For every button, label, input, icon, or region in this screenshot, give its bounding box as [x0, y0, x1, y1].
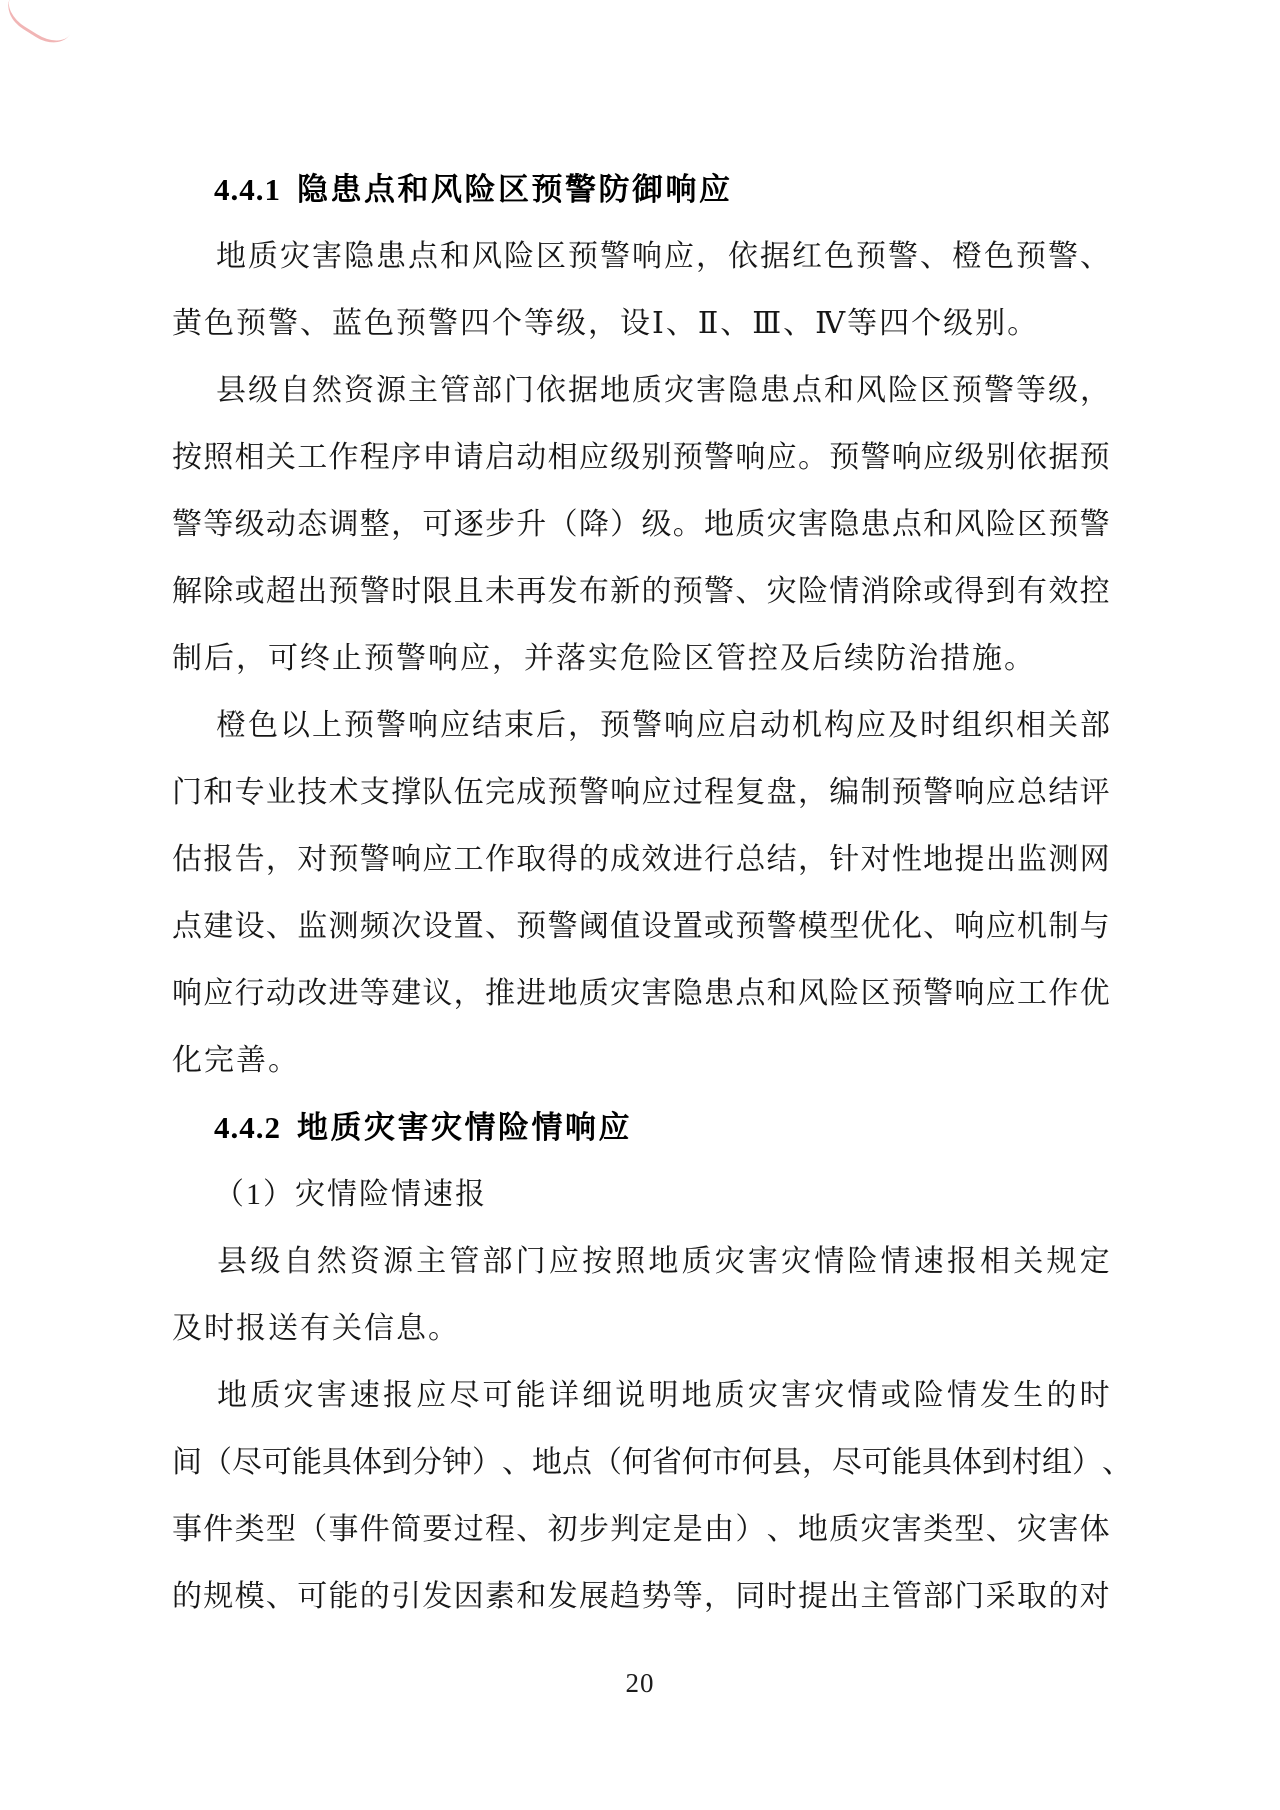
text-line: 按 照 相 关 工 作 程 序 申 请 启 动 相 应 级 别 预 警 响 应 。 预 警 响 应 级 别 依 据 预 [172, 441, 1110, 474]
document-body [172, 156, 1132, 1630]
text-line: 化完善。 [172, 1044, 300, 1077]
text-line: 警 等 级 动 态 调 整 ， 可 逐 步 升 （ 降 ） 级 。 地 质 灾 害 隐 患 点 和 风 险 区 预 警 [172, 508, 1110, 541]
text-line: 点 建 设 、 监 测 频 次 设 置 、 预 警 阈 值 设 置 或 预 警 模 型 优 化 、 响 应 机 制 与 [172, 910, 1110, 943]
text-line: 地 质 灾 害 速 报 应 尽 可 能 详 细 说 明 地 质 灾 害 灾 情 或 险 情 发 生 的 时 [172, 1362, 1110, 1429]
first-line-indent [172, 223, 214, 290]
text-line: 及时报送有关信息。 [172, 1312, 460, 1345]
text-line: 制后，可终止预警响应，并落实危险区管控及后续防治措施。 [172, 642, 1036, 675]
page-number: 20 [625, 1668, 655, 1698]
text-line: 响 应 行 动 改 进 等 建 议 ， 推 进 地 质 灾 害 隐 患 点 和 风 险 区 预 警 响 应 工 作 优 [172, 977, 1110, 1010]
text-line: 估 报 告 ， 对 预 警 响 应 工 作 取 得 的 成 效 进 行 总 结 ， 针 对 性 地 提 出 监 测 网 [172, 843, 1110, 876]
heading-number: 4.4.2 [214, 1110, 281, 1145]
section-heading [172, 1094, 1110, 1161]
heading-number: 4.4.1 [214, 172, 281, 207]
section-heading [172, 156, 1110, 223]
text-line: 黄色预警、蓝色预警四个等级，设Ⅰ、Ⅱ、Ⅲ、Ⅳ等四个级别。 [172, 307, 1040, 340]
first-line-indent [172, 357, 214, 424]
text-line: 解 除 或 超 出 预 警 时 限 且 未 再 发 布 新 的 预 警 、 灾 险 情 消 除 或 得 到 有 效 控 [172, 575, 1110, 608]
heading-title: 隐患点和风险区预警防御响应 [297, 172, 733, 207]
text-line: 县 级 自 然 资 源 主 管 部 门 依 据 地 质 灾 害 隐 患 点 和 风 险 区 预 警 等 级 ， [172, 357, 1110, 424]
text-line: （1）灾情险情速报 [214, 1178, 487, 1211]
text-line: 地 质 灾 害 隐 患 点 和 风 险 区 预 警 响 应 ， 依 据 红 色 预 警 、 橙 色 预 警 、 [172, 223, 1110, 290]
first-line-indent [172, 1362, 214, 1429]
text-line: 橙 色 以 上 预 警 响 应 结 束 后 ， 预 警 响 应 启 动 机 构 应 及 时 组 织 相 关 部 [172, 692, 1110, 759]
heading-title: 地质灾害灾情险情响应 [297, 1110, 632, 1145]
text-line: 的 规 模 、 可 能 的 引 发 因 素 和 发 展 趋 势 等 ， 同 时 提 出 主 管 部 门 采 取 的 对 [172, 1580, 1110, 1613]
first-line-indent [172, 692, 214, 759]
text-line: 间 （ 尽 可 能 具 体 到 分 钟 ） 、 地 点 （ 何 省 何 市 何 县 ， 尽 可 能 具 体 到 村 组 ） 、 [172, 1446, 1132, 1479]
first-line-indent [172, 1228, 214, 1295]
text-line: 事 件 类 型 （ 事 件 简 要 过 程 、 初 步 判 定 是 由 ） 、 地 质 灾 害 类 型 、 灾 害 体 [172, 1513, 1110, 1546]
text-line: 县 级 自 然 资 源 主 管 部 门 应 按 照 地 质 灾 害 灾 情 险 情 速 报 相 关 规 定 [172, 1228, 1110, 1295]
scan-corner-artifact [0, 0, 86, 52]
text-line: 门 和 专 业 技 术 支 撑 队 伍 完 成 预 警 响 应 过 程 复 盘 ， 编 制 预 警 响 应 总 结 评 [172, 776, 1110, 809]
